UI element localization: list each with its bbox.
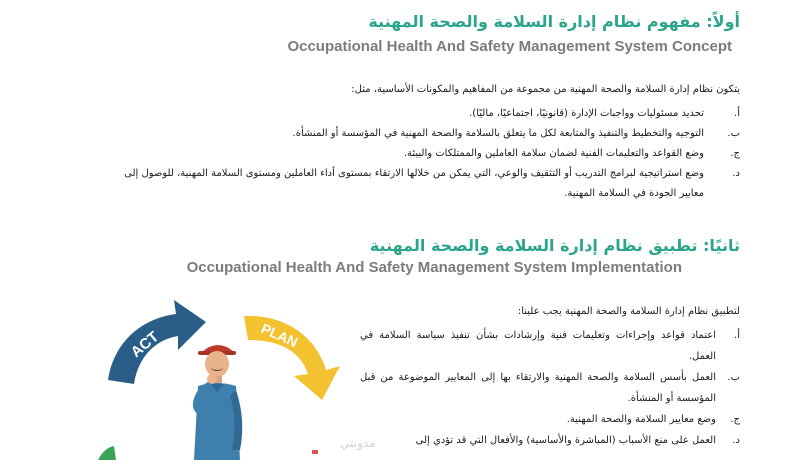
section2-intro: لتطبيق نظام إدارة السلامة والصحة المهنية يجب علينا: — [517, 306, 740, 317]
act-arrow — [108, 300, 206, 384]
act-label: ACT — [127, 328, 163, 362]
list-item-marker: ب. — [727, 372, 740, 383]
pdca-illustration-svg — [94, 300, 354, 460]
list-item-text: التوجيه والتخطيط والتنفيذ والمتابعة لكل ما يتعلق بالسلامة والصحة المهنية في المؤسسة أو المنشأة. — [292, 128, 704, 139]
plan-arrow — [244, 316, 340, 400]
list-item-text: وضع استراتيجية لبرامج التدريب أو التثقيف والوعي، التي يمكن من خلالها الارتقاء بمستوى أداء العاملين ومستوى السلامة المهنية، للوصول إلى معايير الجودة في السلامة المهنية. — [124, 168, 704, 199]
worker-figure — [193, 345, 242, 460]
section2-english-title: Occupational Health And Safety Management System Implementation — [186, 259, 682, 276]
list-item-marker: أ. — [734, 108, 740, 119]
list-item-text: وضع القواعد والتعليمات الفنية لضمان سلامة العاملين والممتلكات والبيئة. — [403, 148, 704, 159]
list-item — [100, 164, 740, 204]
list-item — [360, 325, 740, 367]
list-item-marker: أ. — [734, 330, 740, 341]
list-item — [100, 104, 740, 124]
section1-number: أولاً: — [706, 12, 740, 31]
list-item-text: العمل على منع الأسباب (المباشرة والأساسية) والأفعال التي قد تؤدي إلى — [415, 435, 716, 446]
list-item — [360, 367, 740, 409]
do-arrow-fragment — [312, 450, 318, 454]
section1-intro: يتكون نظام إدارة السلامة والصحة المهنية من مجموعة من المفاهيم والمكونات الأساسية، مثل: — [351, 84, 740, 95]
section1-english-title: Occupational Health And Safety Management System Concept — [287, 38, 732, 55]
list-item-marker: ج. — [730, 414, 740, 425]
list-item-text: وضع معايير السلامة والصحة المهنية. — [566, 414, 716, 425]
section1-list — [100, 104, 740, 204]
section1-heading — [368, 12, 740, 31]
section1-title: مفهوم نظام إدارة السلامة والصحة المهنية — [368, 12, 701, 31]
list-item — [100, 144, 740, 164]
section2-heading — [370, 236, 740, 255]
section2-title: تطبيق نظام إدارة السلامة والصحة المهنية — [369, 236, 698, 255]
section2-number: ثانيًا: — [703, 236, 740, 255]
list-item-marker: د. — [732, 168, 740, 179]
list-item-text: العمل بأسس السلامة والصحة المهنية والارتقاء بها إلى المعايير الموضوعة من قبل المؤسسة أو المنشأة. — [360, 372, 716, 404]
section2-list — [360, 325, 740, 451]
list-item-text: اعتماد قواعد وإجراءات وتعليمات فنية وإرشادات بشأن تنفيذ سياسة السلامة في العمل. — [360, 330, 716, 362]
list-item-marker: ب. — [727, 128, 740, 139]
list-item-marker: ج. — [730, 148, 740, 159]
list-item-marker: د. — [732, 435, 740, 446]
list-item — [100, 124, 740, 144]
pdca-illustration — [94, 300, 354, 460]
plan-label: PLAN — [258, 320, 301, 351]
watermark: مدونتي — [340, 436, 376, 450]
list-item — [360, 409, 740, 430]
list-item-text: تحديد مسئوليات وواجبات الإدارة (قانونيًا، اجتماعيًا، ماليًا). — [469, 108, 704, 119]
list-item — [360, 430, 740, 451]
check-arrow-fragment — [98, 446, 116, 460]
